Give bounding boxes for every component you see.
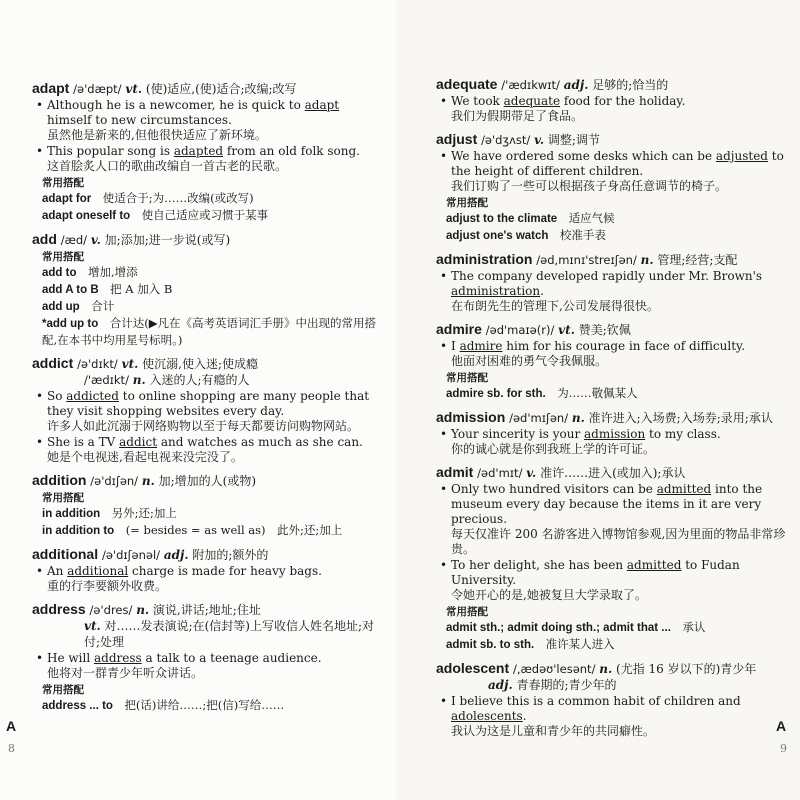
definition: (尤指 16 岁以下的)青少年: [616, 662, 757, 676]
example-chinese: 我们订购了一些可以根据孩子身高任意调节的椅子。: [451, 179, 728, 193]
entry-head: [32, 601, 386, 618]
collocation-row: [32, 697, 386, 714]
example-keyword: additional: [67, 564, 129, 578]
headword: adapt: [32, 80, 70, 96]
collocation-phrase: admire sb. for sth.: [446, 388, 546, 400]
example-chinese: 许多人如此沉溺于网络购物以至于每天都要访问购物网站。: [47, 419, 360, 433]
example-text: .: [540, 284, 544, 298]
example-text: to my class.: [645, 427, 721, 441]
collocation-phrase: adapt oneself to: [42, 210, 131, 222]
definition: 准许……进入(或加入);承认: [540, 466, 686, 480]
example-sentence: [436, 558, 788, 603]
definition: 调整;调节: [547, 133, 600, 147]
collocations-label: 常用搭配: [42, 177, 84, 189]
collocation-meaning: 准许某人进入: [545, 637, 615, 651]
example-english: [47, 389, 386, 419]
collocation-row: [436, 210, 788, 227]
collocation-meaning: 合计: [91, 299, 115, 313]
example-text: So: [47, 389, 67, 403]
collocation-phrase: add A to B: [42, 284, 99, 296]
bullet-icon: •: [440, 558, 448, 572]
collocation-meaning: 为……敬佩某人: [557, 386, 638, 400]
headword: admission: [436, 409, 506, 425]
collocation-row: [32, 281, 386, 298]
example-english: [451, 269, 788, 299]
example-sentence: [32, 144, 386, 174]
example-text: We took: [451, 94, 504, 108]
collocation-meaning: 承认: [682, 620, 706, 634]
example-sentence: [32, 98, 386, 143]
example-text: To her delight, she has been: [451, 558, 627, 572]
example-keyword: addict: [119, 435, 158, 449]
phonetic: /əd'maɪə(r)/: [485, 323, 555, 337]
example-keyword: admission: [584, 427, 646, 441]
headword: additional: [32, 546, 99, 562]
example-chinese: 我认为这是儿童和青少年的共同癖性。: [451, 724, 656, 738]
dictionary-entry: [436, 464, 788, 653]
example-keyword: adequate: [503, 94, 561, 108]
headword: admit: [436, 464, 474, 480]
example-english: [451, 427, 788, 442]
definition: 准许进入;入场费;入场券;录用;承认: [588, 411, 773, 425]
collocation-phrase: add up: [42, 301, 80, 313]
collocation-meaning: (= besides = as well as) 此外;还;加上: [125, 523, 343, 537]
collocation-phrase: adjust to the climate: [446, 213, 558, 225]
example-text: to online shopping are many people that they visit shopping websites every day.: [47, 389, 370, 418]
collocation-phrase: adapt for: [42, 193, 92, 205]
page-letter-left: A: [6, 718, 17, 734]
example-text: a talk to a teenage audience.: [141, 651, 322, 665]
collocation-row: [32, 505, 386, 522]
definition: 使沉溺,使入迷;使成瘾: [142, 357, 259, 371]
dictionary-entry: [32, 231, 386, 348]
phonetic: /ə'dɪʃənəl/: [101, 548, 161, 562]
part-of-speech: vt.: [125, 82, 143, 96]
collocation-row: [436, 227, 788, 244]
example-keyword: adjusted: [715, 149, 768, 163]
collocation-row: [32, 298, 386, 315]
entry-head: [436, 251, 788, 268]
example-chinese: 在布朗先生的管理下,公司发展得很快。: [451, 299, 659, 313]
example-text: food for the holiday.: [560, 94, 686, 108]
headword: administration: [436, 251, 533, 267]
example-sentence: [436, 149, 788, 194]
definition-2: 入迷的人;有瘾的人: [149, 373, 250, 387]
example-english: [451, 94, 788, 109]
collocation-row: [32, 190, 386, 207]
dictionary-entry: [436, 76, 788, 124]
bullet-icon: •: [36, 435, 44, 449]
example-keyword: administration: [451, 284, 541, 298]
entry-head: [32, 472, 386, 489]
definition-2: 青春期的;青少年的: [516, 678, 617, 692]
collocation-row: [436, 619, 788, 636]
example-chinese: 每天仅准许 200 名游客进入博物馆参观,因为里面的物品非常珍贵。: [451, 527, 786, 556]
phonetic: /ə'dʒʌst/: [481, 133, 531, 147]
collocations-label: 常用搭配: [42, 251, 84, 263]
part-of-speech-2: adj.: [488, 678, 513, 692]
right-page: [396, 0, 800, 800]
example-keyword: adolescents: [451, 709, 523, 723]
example-sentence: [436, 427, 788, 457]
bullet-icon: •: [36, 389, 44, 403]
example-sentence: [32, 564, 386, 594]
example-chinese: 他将对一群青少年听众讲话。: [47, 666, 204, 680]
collocation-meaning: 把 A 加入 B: [110, 282, 173, 296]
example-english: [47, 435, 386, 450]
entry-second-sense: [32, 372, 386, 388]
headword: addition: [32, 472, 87, 488]
example-english: [47, 144, 386, 159]
example-sentence: [32, 435, 386, 465]
part-of-speech: adj.: [163, 548, 189, 562]
example-text: and watches as much as she can.: [157, 435, 363, 449]
collocation-phrase: add to: [42, 267, 77, 279]
part-of-speech: n.: [141, 474, 155, 488]
example-text: Although he is a newcomer, he is quick to: [47, 98, 305, 112]
part-of-speech: v.: [90, 233, 101, 247]
collocation-phrase: in addition: [42, 508, 101, 520]
example-chinese: 我们为假期带足了食品。: [451, 109, 584, 123]
entry-second-sense: [32, 618, 386, 650]
example-sentence: [436, 94, 788, 124]
entry-head: [32, 355, 386, 372]
example-sentence: [436, 694, 788, 739]
definition: (使)适应,(使)适合;改编;改写: [145, 82, 297, 96]
phonetic-2: /'ædɪkt/: [84, 373, 129, 387]
part-of-speech: adj.: [563, 78, 589, 92]
example-sentence: [436, 482, 788, 557]
example-keyword: adapted: [173, 144, 224, 158]
collocation-phrase: admit sb. to sth.: [446, 639, 535, 651]
entry-head: [32, 80, 386, 97]
entry-head: [436, 321, 788, 338]
example-sentence: [436, 269, 788, 314]
example-english: [451, 339, 788, 354]
phonetic: /'ædɪkwɪt/: [501, 78, 560, 92]
example-english: [451, 149, 788, 179]
headword: add: [32, 231, 57, 247]
definition: 赞美;钦佩: [578, 323, 631, 337]
example-text: .: [522, 709, 527, 723]
headword: adolescent: [436, 660, 510, 676]
part-of-speech: v.: [526, 466, 537, 480]
collocation-phrase: *add up to: [42, 318, 99, 330]
example-text: I: [451, 339, 460, 353]
phonetic: /ə'dres/: [89, 603, 133, 617]
definition: 演说,讲话;地址;住址: [152, 603, 261, 617]
example-english: [47, 98, 386, 128]
dictionary-entry: [32, 80, 386, 224]
example-text: Only two hundred visitors can be: [451, 482, 657, 496]
collocations-label: 常用搭配: [446, 197, 488, 209]
part-of-speech: v.: [534, 133, 545, 147]
collocations-label: 常用搭配: [42, 492, 84, 504]
collocation-meaning: 使适合于;为……改编(或改写): [102, 191, 254, 205]
collocation-row: [436, 385, 788, 402]
part-of-speech: n.: [136, 603, 150, 617]
example-keyword: addicted: [66, 389, 119, 403]
collocation-row: [436, 636, 788, 653]
example-text: charge is made for heavy bags.: [128, 564, 322, 578]
bullet-icon: •: [440, 149, 448, 163]
collocations-label: 常用搭配: [42, 684, 84, 696]
definition: 附加的;额外的: [192, 548, 269, 562]
dictionary-entry: [436, 131, 788, 244]
dictionary-entry: [436, 660, 788, 739]
part-of-speech: n.: [599, 662, 613, 676]
example-text: him for his courage in face of difficulty.: [502, 339, 746, 353]
example-keyword: address: [93, 651, 142, 665]
collocations-label: 常用搭配: [446, 606, 488, 618]
collocation-meaning: 使自己适应或习惯于某事: [141, 208, 269, 222]
entry-head: [436, 409, 788, 426]
bullet-icon: •: [36, 564, 44, 578]
phonetic: /ə'dɪʃən/: [90, 474, 139, 488]
example-text: himself to new circumstances.: [47, 113, 232, 127]
bullet-icon: •: [36, 651, 44, 665]
collocation-meaning: 合计达(▶凡在《高考英语词汇手册》中出现的常用搭配,在本书中均用星号标明。): [42, 316, 377, 347]
definition: 加;添加;进一步说(或写): [104, 233, 231, 247]
collocations-label: 常用搭配: [446, 372, 488, 384]
collocation-phrase: adjust one's watch: [446, 230, 549, 242]
example-chinese: 他面对困难的勇气令我佩服。: [451, 354, 608, 368]
example-sentence: [32, 389, 386, 434]
collocation-meaning: 适应气候: [568, 211, 615, 225]
part-of-speech: n.: [571, 411, 585, 425]
headword: admire: [436, 321, 482, 337]
part-of-speech-2: n.: [132, 373, 146, 387]
example-text: An: [47, 564, 68, 578]
example-chinese: 虽然他是新来的,但他很快适应了新环境。: [47, 128, 267, 142]
bullet-icon: •: [440, 694, 448, 708]
bullet-icon: •: [440, 427, 448, 441]
example-chinese: 重的行李要额外收费。: [47, 579, 168, 593]
bullet-icon: •: [440, 269, 448, 283]
example-text: She is a TV: [47, 435, 120, 449]
example-english: [47, 564, 386, 579]
example-text: to Fudan University.: [451, 558, 740, 587]
phonetic: /ə'dɪkt/: [77, 357, 118, 371]
example-chinese: 她是个电视迷,看起电视来没完没了。: [47, 450, 243, 464]
collocation-meaning: 把(话)讲给……;把(信)写给……: [124, 698, 285, 712]
example-text: into the museum every day because the items in it are very precious.: [451, 482, 763, 526]
entry-head: [436, 131, 788, 148]
collocation-row: [32, 315, 386, 348]
entry-head: [436, 464, 788, 481]
example-chinese: 你的诚心就是你到我班上学的许可证。: [451, 442, 656, 456]
bullet-icon: •: [440, 94, 448, 108]
headword: adequate: [436, 76, 498, 92]
entry-second-sense: [436, 677, 788, 693]
bullet-icon: •: [36, 98, 44, 112]
example-english: [47, 651, 386, 666]
dictionary-entry: [32, 601, 386, 714]
headword: address: [32, 601, 86, 617]
dictionary-entry: [436, 409, 788, 457]
phonetic: /,ædəʊ'lesənt/: [512, 662, 596, 676]
example-chinese: 令她开心的是,她被复旦大学录取了。: [451, 588, 647, 602]
example-text: We have ordered some desks which can be: [451, 149, 716, 163]
definition-2: 对……发表演说;在(信封等)上写收信人姓名地址;对付;处理: [84, 619, 374, 649]
collocation-meaning: 增加,增添: [88, 265, 138, 279]
collocation-row: [32, 264, 386, 281]
example-text: to the height of different children.: [451, 149, 784, 178]
collocation-phrase: address ... to: [42, 700, 113, 712]
bullet-icon: •: [440, 339, 448, 353]
example-english: [451, 482, 788, 527]
headword: adjust: [436, 131, 478, 147]
part-of-speech: vt.: [121, 357, 139, 371]
page-number-right: 9: [780, 742, 787, 755]
bullet-icon: •: [36, 144, 44, 158]
example-text: from an old folk song.: [223, 144, 360, 158]
example-keyword: adapt: [304, 98, 340, 112]
phonetic: /əd,mɪnɪ'streɪʃən/: [536, 253, 637, 267]
phonetic: /əd'mɪʃən/: [509, 411, 569, 425]
collocation-meaning: 另外;还;加上: [111, 506, 177, 520]
headword: addict: [32, 355, 74, 371]
dictionary-entry: [32, 472, 386, 539]
left-page: [0, 0, 396, 800]
example-sentence: [32, 651, 386, 681]
collocation-meaning: 校准手表: [559, 228, 606, 242]
entry-head: [436, 660, 788, 677]
page-number-left: 8: [8, 742, 15, 755]
definition: 足够的;恰当的: [592, 78, 669, 92]
dictionary-entry: [436, 321, 788, 402]
example-text: He will: [47, 651, 94, 665]
dictionary-entry: [32, 546, 386, 594]
entry-head: [32, 546, 386, 563]
example-text: This popular song is: [47, 144, 174, 158]
bullet-icon: •: [440, 482, 448, 496]
phonetic: /ə'dæpt/: [73, 82, 122, 96]
collocation-phrase: admit sth.; admit doing sth.; admit that ...: [446, 622, 671, 634]
part-of-speech: vt.: [558, 323, 575, 337]
example-text: I believe this is a common habit of children and: [451, 694, 741, 708]
dictionary-entry: [32, 355, 386, 465]
entry-head: [436, 76, 788, 93]
definition: 加;增加的人(或物): [158, 474, 257, 488]
phonetic: /æd/: [60, 233, 88, 247]
dictionary-entry: [436, 251, 788, 314]
example-text: Your sincerity is your: [451, 427, 585, 441]
part-of-speech-2: vt.: [84, 619, 101, 633]
phonetic: /əd'mɪt/: [477, 466, 523, 480]
page-letter-right: A: [776, 718, 787, 734]
example-text: The company developed rapidly under Mr. Brown's: [451, 269, 763, 283]
example-english: [451, 694, 788, 724]
collocation-row: [32, 207, 386, 224]
example-english: [451, 558, 788, 588]
definition: 管理;经营;支配: [657, 253, 738, 267]
entry-head: [32, 231, 386, 248]
example-sentence: [436, 339, 788, 369]
example-keyword: admitted: [626, 558, 682, 572]
part-of-speech: n.: [640, 253, 654, 267]
collocation-row: [32, 522, 386, 539]
example-keyword: admire: [459, 339, 503, 353]
example-chinese: 这首脍炙人口的歌曲改编自一首古老的民歌。: [47, 159, 288, 173]
example-keyword: admitted: [656, 482, 712, 496]
collocation-phrase: in addition to: [42, 525, 115, 537]
